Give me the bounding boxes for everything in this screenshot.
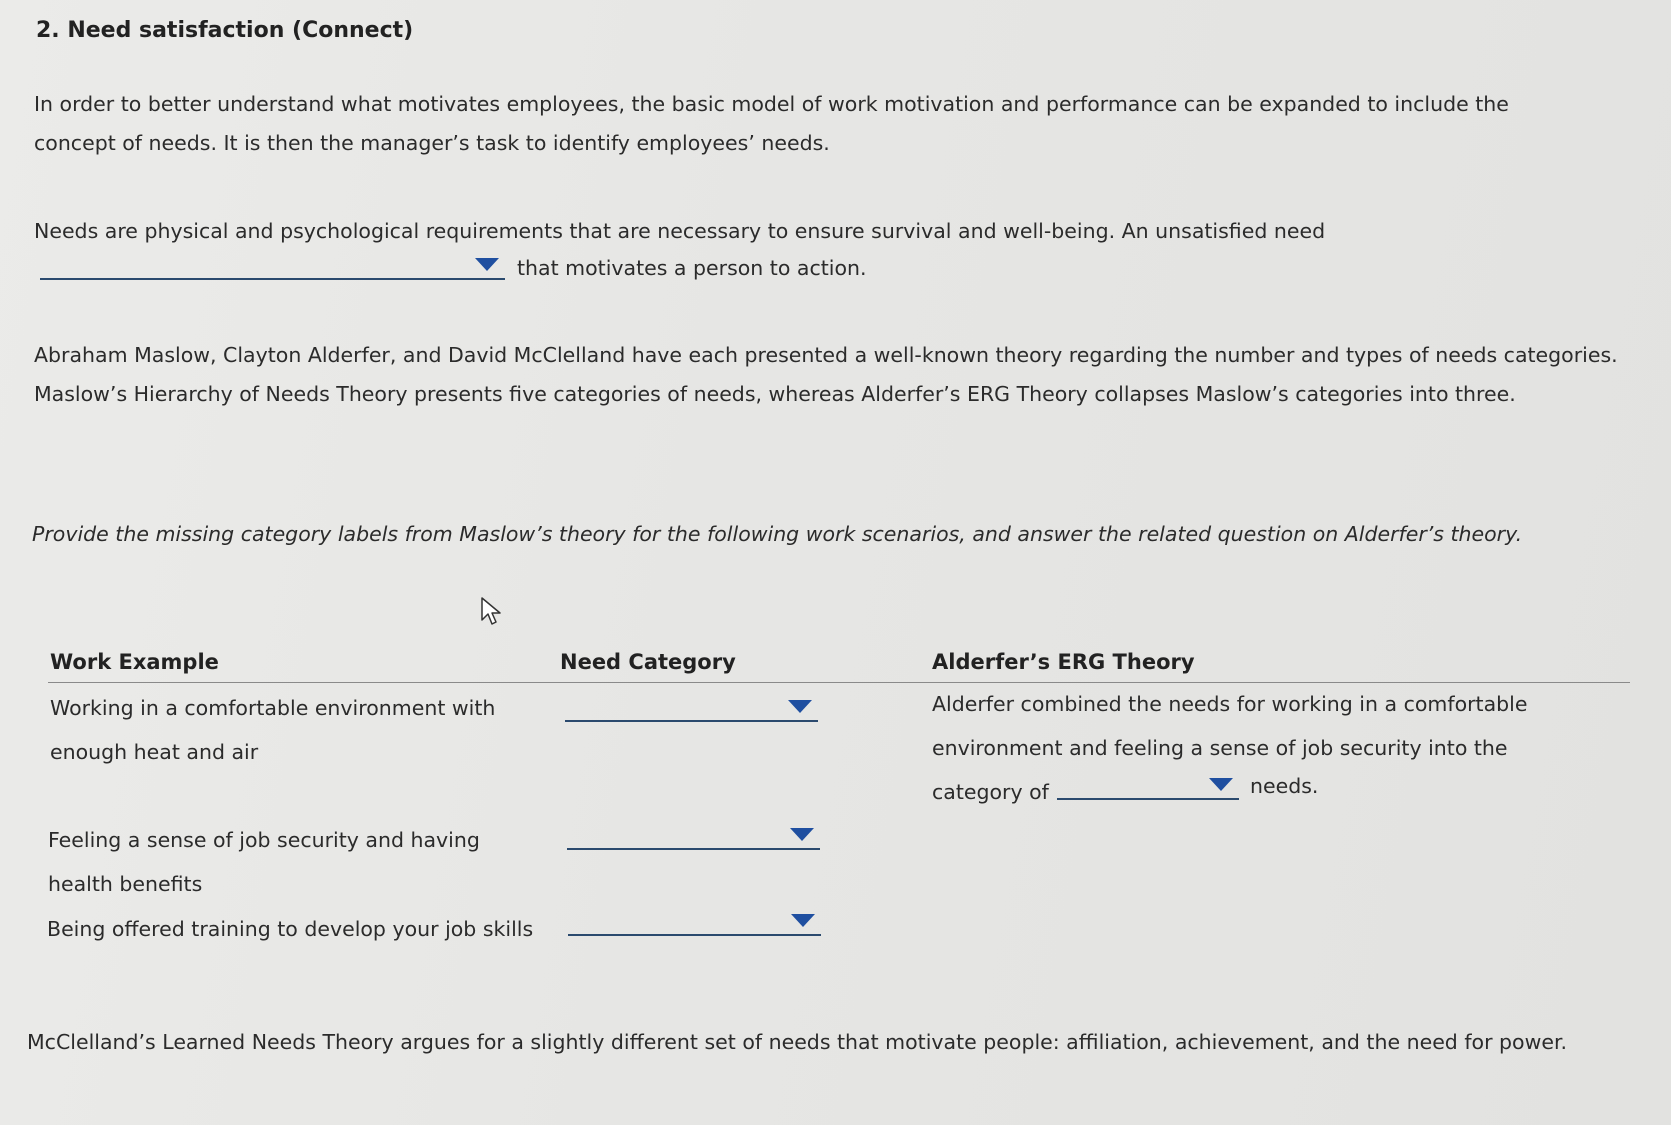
needs-definition-continuation: that motivates a person to action. <box>517 256 867 280</box>
instruction-text: Provide the missing category labels from Maslow’s theory for the following work scenarios, and answer the related question on Alderfer’s theory. <box>32 522 1523 546</box>
question-title: 2. Need satisfaction (Connect) <box>36 18 414 43</box>
need-category-dropdown-1[interactable] <box>565 694 818 722</box>
mcclelland-paragraph: McClelland’s Learned Needs Theory argues for a slightly different set of needs that motivate people: affiliation, achievement, and the need for power. <box>27 1030 1568 1054</box>
header-work-example: Work Example <box>50 650 219 674</box>
chevron-down-icon[interactable] <box>475 258 499 271</box>
theories-paragraph: Abraham Maslow, Clayton Alderfer, and David McClelland have each presented a well-known theory regarding the number and types of needs categories. Maslow’s Hierarchy of Needs Theory presents five categories of needs, whereas Alderfer’s ERG Theory collapses Maslow’s categories into three. <box>34 343 1618 406</box>
need-category-dropdown-2[interactable] <box>567 822 820 850</box>
chevron-down-icon[interactable] <box>791 914 815 927</box>
header-need-category: Need Category <box>560 650 736 674</box>
need-category-dropdown-3[interactable] <box>568 908 821 936</box>
intro-paragraph: In order to better understand what motivates employees, the basic model of work motivation and performance can be expanded to include the concept of needs. It is then the manager’s task to identify employees’ needs. <box>34 92 1509 155</box>
chevron-down-icon[interactable] <box>790 828 814 841</box>
erg-question-text: Alderfer combined the needs for working in a comfortable environment and feeling a sense of job security into the category of <box>932 692 1528 804</box>
table-row-example: Feeling a sense of job security and having health benefits <box>48 828 480 896</box>
needs-definition-text: Needs are physical and psychological requirements that are necessary to ensure survival and well-being. An unsatisfied need <box>34 219 1326 243</box>
chevron-down-icon[interactable] <box>1209 778 1233 791</box>
erg-category-dropdown[interactable] <box>1057 772 1239 800</box>
erg-question-suffix: needs. <box>1250 774 1319 798</box>
chevron-down-icon[interactable] <box>788 700 812 713</box>
header-erg-theory: Alderfer’s ERG Theory <box>932 650 1195 674</box>
table-row-example: Working in a comfortable environment with enough heat and air <box>50 696 496 764</box>
unsatisfied-need-dropdown[interactable] <box>40 252 505 280</box>
table-row-example: Being offered training to develop your job skills <box>47 917 534 941</box>
mouse-cursor-icon <box>480 596 504 626</box>
